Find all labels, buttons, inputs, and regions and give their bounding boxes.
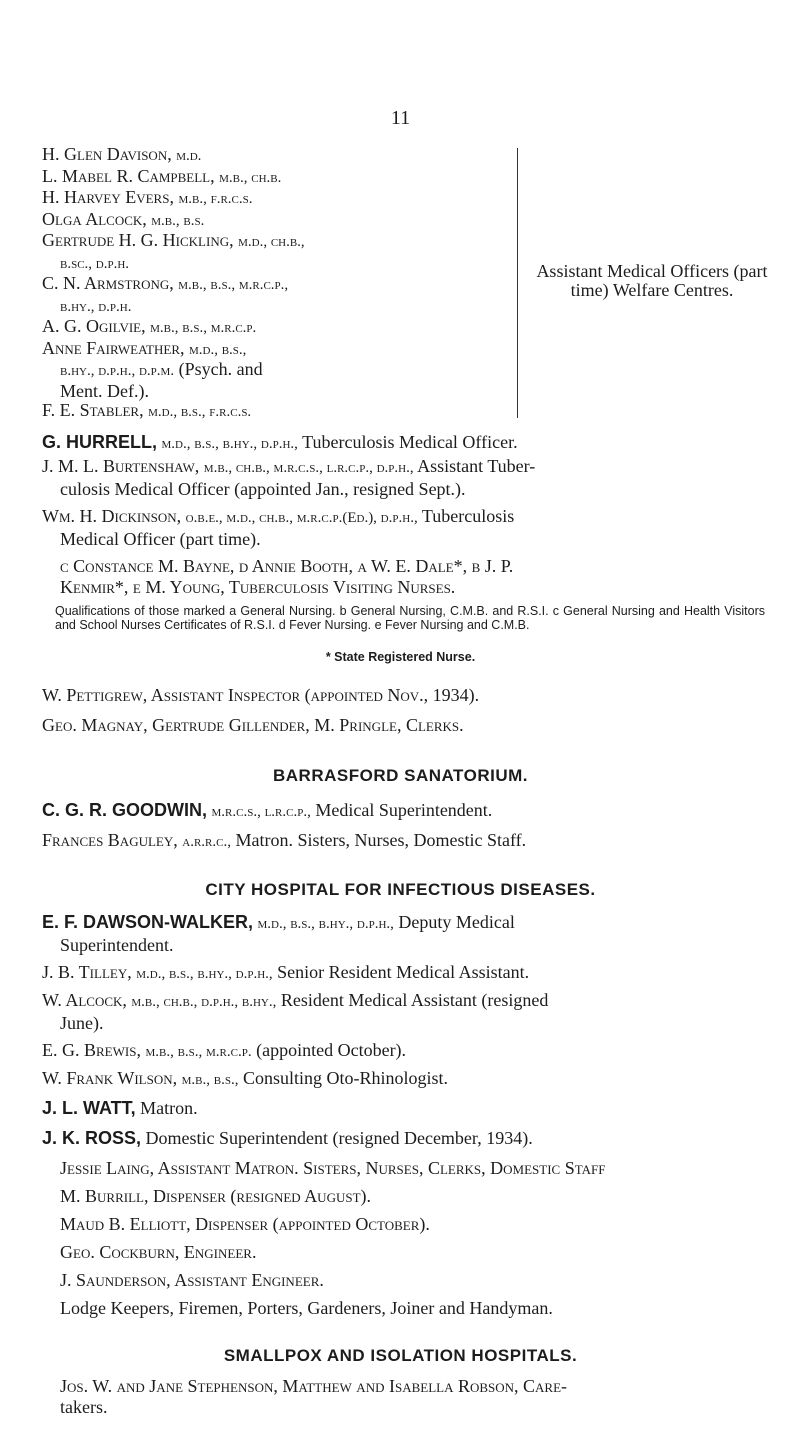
barrasford-heading: BARRASFORD SANATORIUM. [273,766,528,785]
entry-brewis: E. G. Brewis, m.b., b.s., m.r.c.p. (appointed October). [42,1040,407,1060]
entry-ross: J. K. ROSS, Domestic Superintendent (resigned December, 1934). [42,1128,533,1148]
state-registered-note: * State Registered Nurse. [325,650,476,664]
entry-dickinson: Wm. H. Dickinson, o.b.e., m.d., ch.b., m.r.c.p.(Ed.), d.p.h., Tuberculosis Medical Officer (part time). [42,506,515,549]
city-hospital-heading: CITY HOSPITAL FOR INFECTIOUS DISEASES. [205,880,596,899]
entry-dawson-walker: E. F. DAWSON-WALKER, m.d., b.s., b.hy., d.p.h., Deputy Medical Superintendent. [42,912,515,955]
staff-row: C. N. Armstrong, m.b., b.s., m.r.c.p., [42,273,289,293]
entry-tilley: J. B. Tilley, m.d., b.s., b.hy., d.p.h., Senior Resident Medical Assistant. [42,962,530,982]
entry-goodwin: C. G. R. GOODWIN, m.r.c.s., l.r.c.p., Medical Superintendent. [42,800,493,820]
staff-row: b.hy., d.p.h. [60,298,132,315]
staff-row: H. Harvey Evers, m.b., f.r.c.s. [42,187,253,207]
entry-cockburn: Geo. Cockburn, Engineer. [60,1242,257,1262]
entry-pettigrew: W. Pettigrew, Assistant Inspector (appointed Nov., 1934). [42,685,480,705]
staff-row: L. Mabel R. Campbell, m.b., ch.b. [42,165,282,186]
staff-row: Gertrude H. G. Hickling, m.d., ch.b., [42,230,305,250]
entry-visiting-nurses: c Constance M. Bayne, d Annie Booth, a W. E. Dale*, b J. P. Kenmir*, e M. Young, Tuberculosis Visiting Nurses. [60,556,514,597]
entry-alcock: W. Alcock, m.b., ch.b., d.p.h., b.hy., Resident Medical Assistant (resigned June). [42,990,549,1033]
smallpox-heading: SMALLPOX AND ISOLATION HOSPITALS. [223,1346,578,1365]
grouping-brace [509,148,518,418]
staff-row: Olga Alcock, m.b., b.s. [42,208,205,229]
entry-watt: J. L. WATT, Matron. [42,1098,198,1118]
entry-laing: Jessie Laing, Assistant Matron. Sisters, Nurses, Clerks, Domestic Staff [60,1158,606,1178]
entry-caretakers: Jos. W. and Jane Stephenson, Matthew and Isabella Robson, Care- takers. [60,1376,568,1417]
staff-row: Anne Fairweather, m.d., b.s., [42,337,247,358]
staff-row: b.sc., d.p.h. [60,255,130,272]
staff-row: F. E. Stabler, m.d., b.s., f.r.c.s. [42,400,252,420]
page-number: 11 [390,107,411,129]
entry-wilson: W. Frank Wilson, m.b., b.s., Consulting Oto-Rhinologist. [42,1068,448,1088]
entry-hurrell: G. HURRELL, m.d., b.s., b.hy., d.p.h., Tuberculosis Medical Officer. [42,432,518,452]
part-time-staff-list [42,145,507,423]
entry-clerks: Geo. Magnay, Gertrude Gillender, M. Pringle, Clerks. [42,715,464,735]
entry-lodge-staff: Lodge Keepers, Firemen, Porters, Gardeners, Joiner and Handyman. [60,1298,553,1318]
entry-burtenshaw: J. M. L. Burtenshaw, m.b., ch.b., m.r.c.s., l.r.c.p., d.p.h., Assistant Tuber- culosis Medical Officer (appointed Jan., resigned Sept.). [42,456,536,499]
brace-note: Assistant Medical Officers (part time) Welfare Centres. [536,261,768,300]
entry-baguley: Frances Baguley, a.r.r.c., Matron. Sisters, Nurses, Domestic Staff. [42,830,527,850]
staff-row: H. Glen Davison, m.d. [42,144,202,164]
qualifications-note: Qualifications of those marked a General Nursing. b General Nursing, C.M.B. and R.S.I. c General Nursing and Health Visitors and School Nurses Certificates of R.S.I. d Fever Nursing. e Fever Nursing and C.M.B. [55,604,765,632]
entry-elliott: Maud B. Elliott, Dispenser (appointed October). [60,1214,430,1234]
entry-saunderson: J. Saunderson, Assistant Engineer. [60,1270,324,1290]
staff-row: Ment. Def.). [60,380,149,401]
staff-row: b.hy., d.p.h., d.p.m. (Psych. and [60,359,263,379]
staff-row: A. G. Ogilvie, m.b., b.s., m.r.c.p. [42,316,257,336]
entry-burrill: M. Burrill, Dispenser (resigned August). [60,1186,372,1206]
